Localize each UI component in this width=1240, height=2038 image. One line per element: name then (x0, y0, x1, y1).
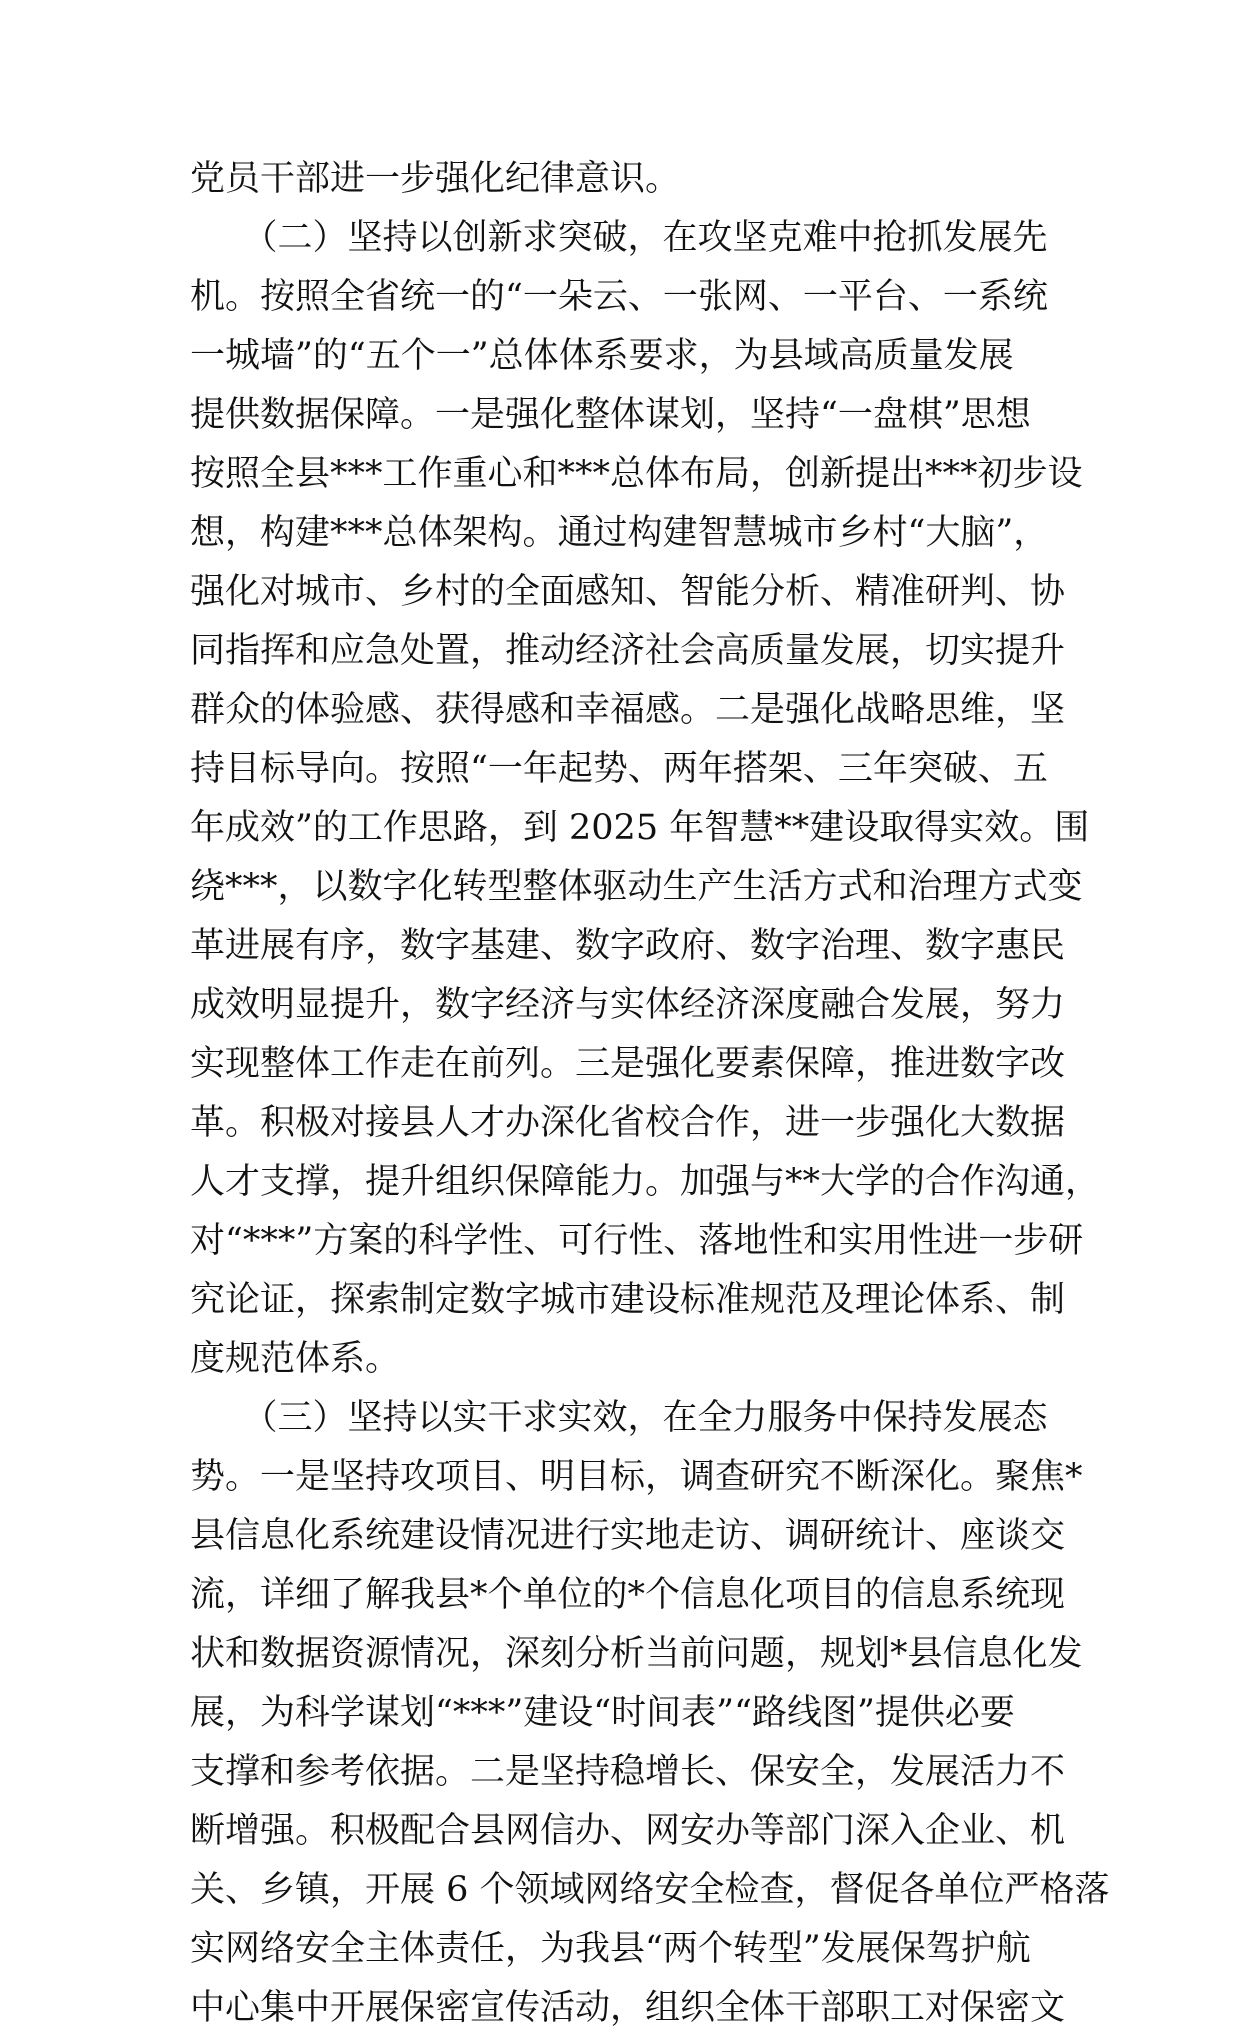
text-line: 革。积极对接县人才办深化省校合作，进一步强化大数据 (190, 1103, 1066, 1143)
text-line: 年成效”的工作思路，到 2025 年智慧**建设取得实效。围 (190, 808, 1090, 848)
text-line: 展，为科学谋划“***”建设“时间表”“路线图”提供必要 (190, 1693, 1015, 1733)
text-line: 究论证，探索制定数字城市建设标准规范及理论体系、制 (190, 1280, 1066, 1320)
text-line: 实现整体工作走在前列。三是强化要素保障，推进数字改 (190, 1044, 1066, 1084)
text-line: 断增强。积极配合县网信办、网安办等部门深入企业、机 (190, 1811, 1066, 1851)
text-line: 成效明显提升，数字经济与实体经济深度融合发展，努力 (190, 985, 1066, 1025)
text-line: 一城墙”的“五个一”总体体系要求，为县域高质量发展 (190, 336, 1014, 376)
section-heading-line: （三）坚持以实干求实效，在全力服务中保持发展态 (190, 1398, 1048, 1438)
text-line: 群众的体验感、获得感和幸福感。二是强化战略思维，坚 (190, 690, 1066, 730)
text-line: 人才支撑，提升组织保障能力。加强与**大学的合作沟通， (190, 1162, 1101, 1202)
text-line: 流，详细了解我县*个单位的*个信息化项目的信息系统现 (190, 1575, 1066, 1615)
text-line: 同指挥和应急处置，推动经济社会高质量发展，切实提升 (190, 631, 1066, 671)
text-line: 关、乡镇，开展 6 个领域网络安全检查，督促各单位严格落 (190, 1870, 1110, 1910)
section-heading-line: （二）坚持以创新求突破，在攻坚克难中抢抓发展先 (190, 218, 1048, 258)
text-line: 县信息化系统建设情况进行实地走访、调研统计、座谈交 (190, 1516, 1066, 1556)
body-text (190, 150, 1110, 2038)
text-line: 中心集中开展保密宣传活动，组织全体干部职工对保密文 (190, 1988, 1066, 2028)
text-line: 强化对城市、乡村的全面感知、智能分析、精准研判、协 (190, 572, 1066, 612)
text-line: 实网络安全主体责任，为我县“两个转型”发展保驾护航 (190, 1929, 1031, 1969)
text-line: 提供数据保障。一是强化整体谋划，坚持“一盘棋”思想 (190, 395, 1031, 435)
text-line: 想，构建***总体架构。通过构建智慧城市乡村“大脑”， (190, 513, 1049, 553)
text-line: 机。按照全省统一的“一朵云、一张网、一平台、一系统 (190, 277, 1048, 317)
text-line: 革进展有序，数字基建、数字政府、数字治理、数字惠民 (190, 926, 1066, 966)
text-line: 党员干部进一步强化纪律意识。 (190, 159, 681, 199)
text-line: 支撑和参考依据。二是坚持稳增长、保安全，发展活力不 (190, 1752, 1066, 1792)
text-line: 对“***”方案的科学性、可行性、落地性和实用性进一步研 (190, 1221, 1084, 1261)
text-line: 度规范体系。 (190, 1339, 401, 1379)
text-line: 持目标导向。按照“一年起势、两年搭架、三年突破、五 (190, 749, 1048, 789)
text-line: 势。一是坚持攻项目、明目标，调查研究不断深化。聚焦* (190, 1457, 1083, 1497)
text-line: 绕***，以数字化转型整体驱动生产生活方式和治理方式变 (190, 867, 1083, 907)
text-line: 按照全县***工作重心和***总体布局，创新提出***初步设 (190, 454, 1083, 494)
text-line: 状和数据资源情况，深刻分析当前问题，规划*县信息化发 (190, 1634, 1083, 1674)
